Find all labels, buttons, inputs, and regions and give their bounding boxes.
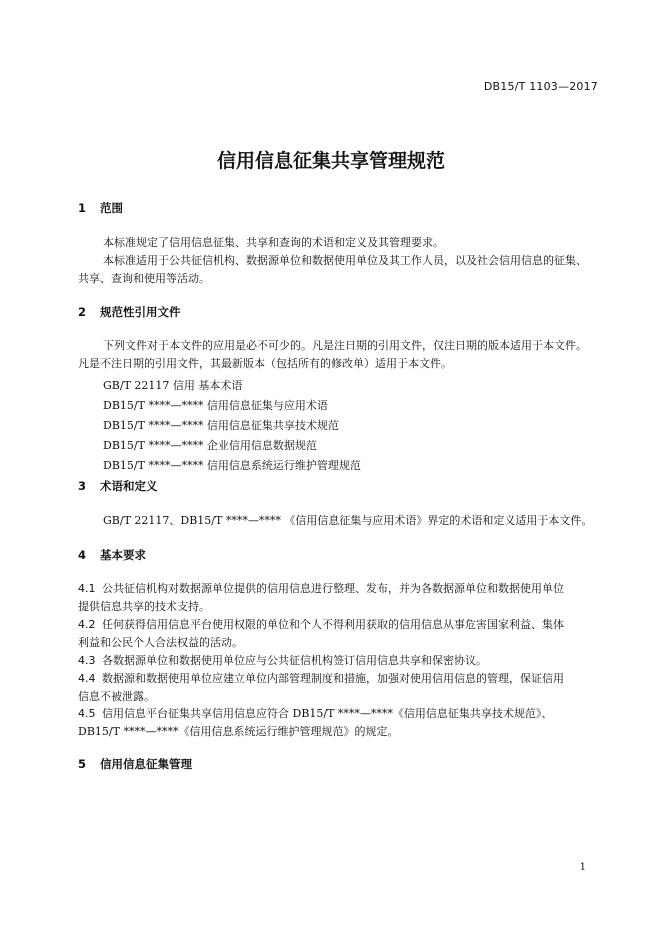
section-5-heading bbox=[78, 756, 192, 772]
section-1-paragraph-2-line-2: 共享、查询和使用等活动。 bbox=[78, 272, 210, 285]
requirement-item bbox=[78, 616, 600, 652]
reference-item: DB15/T ****—**** 信用信息征集与应用术语 bbox=[103, 399, 328, 412]
reference-item: DB15/T ****—**** 信用信息系统运行维护管理规范 bbox=[103, 459, 361, 472]
item-number: 4.2 bbox=[78, 618, 96, 631]
section-2-heading bbox=[78, 304, 181, 320]
item-text: 数据源和数据使用单位应建立单位内部管理制度和措施，加强对使用信用信息的管理，保证信用 bbox=[102, 672, 564, 685]
section-1-paragraph-2-line-1: 本标准适用于公共征信机构、数据源单位和数据使用单位及其工作人员，以及社会信用信息的征集、 bbox=[103, 254, 587, 267]
section-number: 1 bbox=[78, 201, 87, 215]
section-number: 4 bbox=[78, 548, 87, 562]
item-number: 4.5 bbox=[78, 707, 96, 720]
requirement-item bbox=[78, 580, 600, 616]
item-text-continued: 利益和公民个人合法权益的活动。 bbox=[78, 636, 243, 649]
item-number: 4.1 bbox=[78, 582, 96, 595]
section-title: 范围 bbox=[100, 201, 124, 215]
section-2-intro-line-1: 下列文件对于本文件的应用是必不可少的。凡是注日期的引用文件，仅注日期的版本适用于本文件。 bbox=[103, 339, 587, 352]
item-text: 任何获得信用信息平台使用权限的单位和个人不得利用获取的信用信息从事危害国家利益、集体 bbox=[102, 618, 564, 631]
item-text-continued: 信息不被泄露。 bbox=[78, 690, 155, 703]
section-title: 规范性引用文件 bbox=[100, 305, 181, 319]
section-3-heading bbox=[78, 478, 158, 494]
section-2-intro-line-2: 凡是不注日期的引用文件，其最新版本（包括所有的修改单）适用于本文件。 bbox=[78, 357, 452, 370]
section-title: 术语和定义 bbox=[100, 479, 158, 493]
section-number: 3 bbox=[78, 479, 87, 493]
item-number: 4.3 bbox=[78, 654, 96, 667]
section-4-heading bbox=[78, 547, 146, 563]
requirement-item bbox=[78, 670, 600, 706]
page-number: 1 bbox=[579, 862, 586, 873]
standard-code: DB15/T 1103—2017 bbox=[483, 80, 598, 93]
section-number: 5 bbox=[78, 757, 87, 771]
item-text-continued: DB15/T ****—****《信用信息系统运行维护管理规范》的规定。 bbox=[78, 725, 399, 738]
item-text: 各数据源单位和数据使用单位应与公共征信机构签订信用信息共享和保密协议。 bbox=[102, 654, 487, 667]
item-text-continued: 提供信息共享的技术支持。 bbox=[78, 600, 210, 613]
item-text: 公共征信机构对数据源单位提供的信用信息进行整理、发布，并为各数据源单位和数据使用单位 bbox=[102, 582, 564, 595]
section-title: 信用信息征集管理 bbox=[100, 757, 193, 771]
item-number: 4.4 bbox=[78, 672, 96, 685]
section-title: 基本要求 bbox=[100, 548, 147, 562]
item-text: 信用信息平台征集共享信用信息应符合 DB15/T ****—****《信用信息征集共享技术规范》、 bbox=[102, 707, 553, 720]
requirement-item bbox=[78, 705, 600, 741]
section-3-text: GB/T 22117、DB15/T ****—**** 《信用信息征集与应用术语》界定的术语和定义适用于本文件。 bbox=[103, 514, 593, 527]
requirement-item bbox=[78, 652, 600, 670]
section-number: 2 bbox=[78, 305, 87, 319]
section-1-heading bbox=[78, 200, 123, 216]
section-1-paragraph-1: 本标准规定了信用信息征集、共享和查询的术语和定义及其管理要求。 bbox=[103, 236, 444, 249]
reference-item: GB/T 22117 信用 基本术语 bbox=[103, 379, 243, 392]
document-title: 信用信息征集共享管理规范 bbox=[216, 150, 445, 172]
reference-item: DB15/T ****—**** 信用信息征集共享技术规范 bbox=[103, 419, 339, 432]
reference-item: DB15/T ****—**** 企业信用信息数据规范 bbox=[103, 439, 317, 452]
